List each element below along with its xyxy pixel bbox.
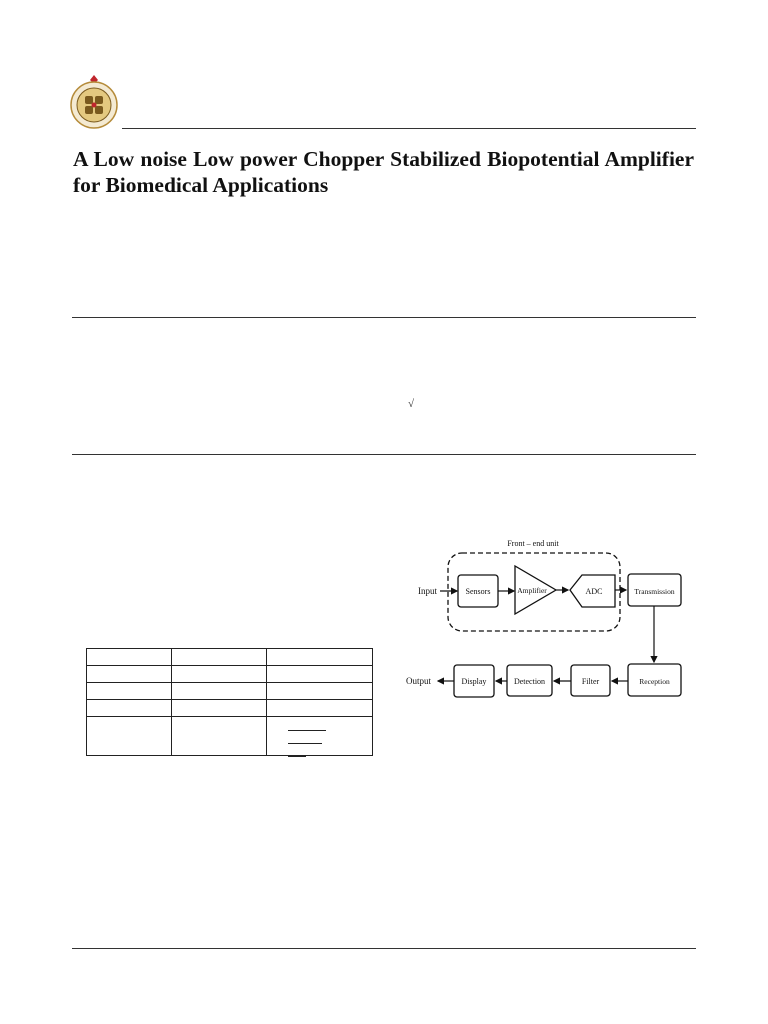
table-cell — [172, 717, 267, 756]
table-cell — [87, 649, 172, 666]
university-logo-icon — [68, 74, 120, 130]
front-end-label: Front – end unit — [507, 539, 559, 548]
table-cell — [267, 683, 373, 700]
footer-rule — [72, 948, 696, 949]
table-cell — [172, 649, 267, 666]
table-row — [87, 717, 373, 756]
table-cell — [172, 683, 267, 700]
reception-label: Reception — [639, 677, 670, 686]
front-end-block-diagram — [400, 534, 700, 704]
transmission-label: Transmission — [634, 587, 675, 596]
fraction-line — [288, 756, 306, 757]
parameters-table — [86, 648, 373, 756]
table-cell — [172, 700, 267, 717]
fraction-line — [288, 730, 326, 731]
table-cell — [267, 666, 373, 683]
paper-title: A Low noise Low power Chopper Stabilized Biopotential Amplifier for Biomedical Applications — [73, 147, 694, 197]
fraction-line — [288, 743, 322, 744]
abstract-bottom-rule — [72, 454, 696, 455]
table-cell — [267, 717, 373, 756]
table-cell — [87, 683, 172, 700]
output-label: Output — [406, 676, 432, 686]
table-cell — [267, 649, 373, 666]
adc-label: ADC — [585, 587, 603, 596]
table-row — [87, 700, 373, 717]
sensors-label: Sensors — [465, 587, 491, 596]
table-row — [87, 649, 373, 666]
table-cell — [87, 717, 172, 756]
filter-label: Filter — [581, 677, 600, 686]
sqrt-symbol: √ — [408, 398, 415, 410]
abstract-top-rule — [72, 317, 696, 318]
detection-label: Detection — [513, 677, 546, 686]
table-row — [87, 683, 373, 700]
display-label: Display — [461, 677, 487, 686]
amplifier-label: Amplifier — [517, 586, 547, 595]
table-cell — [87, 700, 172, 717]
table-row — [87, 666, 373, 683]
header-rule — [122, 128, 696, 129]
table-cell — [87, 666, 172, 683]
input-label: Input — [418, 586, 437, 596]
table-cell — [172, 666, 267, 683]
table-cell — [267, 700, 373, 717]
